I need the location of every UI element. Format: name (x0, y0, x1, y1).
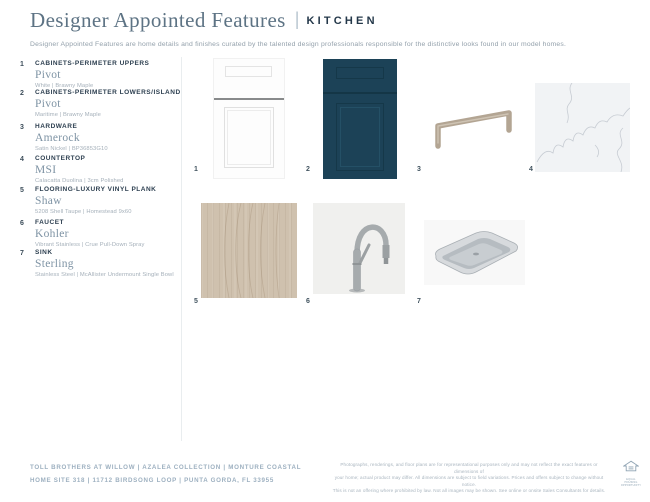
title-divider: | (294, 9, 300, 29)
feature-number: 1 (20, 61, 24, 68)
footer-address-line2: HOME SITE 318 | 11712 BIRDSONG LOOP | PUNTA GORDA, FL 33955 (30, 477, 274, 484)
footer-address (30, 461, 301, 487)
sample-image-faucet (313, 203, 405, 294)
feature-category: CABINETS-PERIMETER UPPERS (35, 60, 150, 67)
bar-pull-icon (424, 95, 519, 157)
feature-details: Stainless Steel | McAllister Undermount Single Bowl (35, 272, 174, 278)
sample-image-navy-cabinet (323, 59, 397, 179)
feature-item-cabinets-lowers (20, 89, 182, 118)
feature-brand: MSI (35, 164, 57, 176)
sample-number: 6 (306, 298, 310, 305)
page-header (30, 8, 378, 33)
feature-details: 5208 Shell Taupe | Homestead 9x60 (35, 209, 132, 215)
cabinet-gap-line (323, 92, 397, 94)
page-subtitle: Designer Appointed Features are home details and finishes curated by the talented design professionals responsible for the distinctive looks found in our model homes. (30, 41, 567, 48)
footer-disclaimer (330, 462, 608, 495)
feature-details: White | Brawny Maple (35, 83, 94, 89)
feature-number: 6 (20, 220, 24, 227)
feature-details: Vibrant Stainless | Crue Pull-Down Spray (35, 242, 145, 248)
sample-image-vinyl-plank-swatch (201, 203, 297, 298)
feature-item-countertop (20, 155, 182, 184)
sample-image-sink (424, 220, 525, 285)
feature-category: FLOORING-LUXURY VINYL PLANK (35, 186, 157, 193)
feature-number: 7 (20, 250, 24, 257)
marble-veining-icon (535, 83, 630, 172)
section-label: KITCHEN (306, 15, 378, 27)
cabinet-door-panel (224, 107, 274, 168)
sample-image-quartz-swatch (535, 83, 630, 172)
sink-icon (424, 220, 525, 285)
feature-brand: Amerock (35, 132, 80, 144)
sample-number: 3 (417, 166, 421, 173)
equal-housing-logo (620, 459, 642, 487)
sample-image-hardware-pull (424, 95, 519, 157)
sample-number: 7 (417, 298, 421, 305)
feature-item-faucet (20, 219, 182, 248)
feature-number: 2 (20, 90, 24, 97)
disclaimer-line1: Photographs, renderings, and floor plans are for representational purposes only and may not reflect the exact features or dimensions of (340, 462, 598, 474)
cabinet-drawer-front (225, 66, 272, 77)
sample-number: 5 (194, 298, 198, 305)
wood-grain-icon (201, 203, 297, 298)
sample-number: 4 (529, 166, 533, 173)
feature-category: CABINETS-PERIMETER LOWERS/ISLAND (35, 89, 181, 96)
feature-item-sink (20, 249, 182, 278)
feature-number: 5 (20, 187, 24, 194)
sample-image-white-cabinet (213, 58, 285, 179)
feature-item-cabinets-uppers (20, 60, 182, 89)
feature-category: HARDWARE (35, 123, 78, 130)
footer-address-line1: TOLL BROTHERS AT WILLOW | AZALEA COLLECTION | MONTURE COASTAL (30, 464, 302, 471)
feature-number: 3 (20, 124, 24, 131)
cabinet-drawer-front (336, 67, 384, 79)
feature-details: Maritime | Brawny Maple (35, 112, 101, 118)
sample-number: 1 (194, 166, 198, 173)
feature-brand: Sterling (35, 258, 74, 270)
cabinet-gap-line (214, 98, 284, 100)
feature-brand: Pivot (35, 69, 61, 81)
disclaimer-line2: your home; actual product may differ. All dimensions are subject to field variations. Prices and offers subject to change without notice. (334, 475, 604, 487)
cabinet-door-panel (336, 103, 384, 171)
equal-housing-icon (623, 460, 639, 472)
faucet-icon (313, 203, 405, 294)
feature-number: 4 (20, 156, 24, 163)
sample-number: 2 (306, 166, 310, 173)
feature-brand: Pivot (35, 98, 61, 110)
feature-category: COUNTERTOP (35, 155, 86, 162)
feature-brand: Kohler (35, 228, 69, 240)
feature-brand: Shaw (35, 195, 62, 207)
feature-item-hardware (20, 123, 182, 152)
page-title: Designer Appointed Features (30, 8, 286, 32)
feature-category: FAUCET (35, 219, 64, 226)
equal-housing-label: EQUAL HOUSING OPPORTUNITY (620, 478, 642, 487)
feature-category: SINK (35, 249, 53, 256)
feature-details: Calacatta Duolina | 3cm Polished (35, 178, 124, 184)
feature-details: Satin Nickel | BP36853G10 (35, 146, 108, 152)
feature-item-flooring (20, 186, 182, 215)
disclaimer-line3: This is not an offering where prohibited by law. Not all images may be shown. See online or onsite Sales Consultants for details. (332, 488, 606, 494)
